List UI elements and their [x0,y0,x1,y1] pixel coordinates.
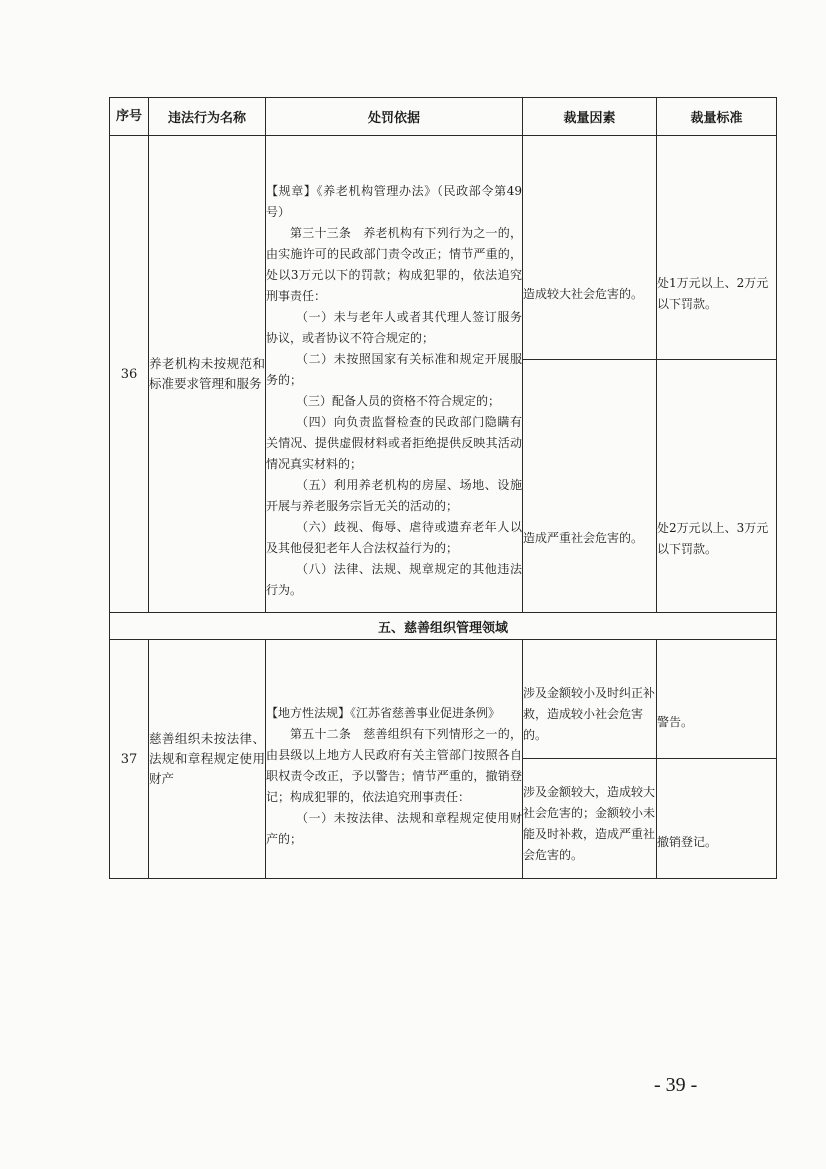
row-36-seq: 36 [110,136,149,613]
header-violation-name: 违法行为名称 [149,98,266,136]
standard-text: 警告。 [657,715,694,729]
header-discretion-standard: 裁量标准 [657,98,777,136]
row-37-standard-2 [657,759,777,879]
factor-text: 涉及金额较小及时纠正补救，造成较小社会危害的。 [523,686,656,742]
row-37-standard-1 [657,640,777,759]
basis-source: 【规章】《养老机构管理办法》（民政部令第49号） [266,184,522,219]
basis-clause: （二）未按照国家有关标准和规定开展服务的； [266,352,522,387]
standard-text: 处1万元以上、2万元以下罚款。 [657,276,769,311]
row-37-penalty-basis [266,640,523,879]
row-36-factor-1 [523,136,657,360]
basis-clause: （六）歧视、侮辱、虐待或遗弃老年人以及其他侵犯老年人合法权益行为的； [266,520,522,555]
basis-article: 第三十三条 养老机构有下列行为之一的，由实施许可的民政部门责令改正；情节严重的，处以3万元以下的罚款；构成犯罪的，依法追究刑事责任： [266,226,522,303]
row-37-violation-name: 慈善组织未按法律、法规和章程规定使用财产 [149,640,266,879]
basis-article: 第五十二条 慈善组织有下列情形之一的，由县级以上地方人民政府有关主管部门按照各自职权责令改正，予以警告；情节严重的，撤销登记；构成犯罪的，依法追究刑事责任： [266,726,522,804]
row-36-penalty-basis [266,136,523,613]
factor-text: 造成较大社会危害的。 [523,286,644,301]
header-seq: 序号 [110,98,149,136]
factor-text: 造成严重社会危害的。 [523,531,644,545]
standard-text: 撤销登记。 [657,834,718,849]
table-row [110,640,777,759]
standard-text: 处2万元以上、3万元以下罚款。 [657,520,769,556]
row-36-factor-2 [523,360,657,613]
basis-clause: （三）配备人员的资格不符合规定的； [296,394,501,408]
basis-clause: （五）利用养老机构的房屋、场地、设施开展与养老服务宗旨无关的活动的； [266,478,522,513]
section-header-row [110,613,777,640]
factor-text: 涉及金额较大，造成较大社会危害的；金额较小未能及时补救，造成严重社会危害的。 [523,784,656,862]
page-number: - 39 - [654,1074,698,1096]
table-row [110,136,777,360]
row-36-violation-name: 养老机构未按规范和标准要求管理和服务 [149,136,266,613]
row-36-standard-1 [657,136,777,360]
row-37-seq: 37 [110,640,149,879]
row-36-standard-2 [657,360,777,613]
header-penalty-basis: 处罚依据 [266,98,523,136]
header-discretion-factor: 裁量因素 [523,98,657,136]
row-37-factor-1 [523,640,657,759]
section-title: 五、慈善组织管理领域 [110,613,777,640]
table-header-row [110,98,777,136]
row-37-factor-2 [523,759,657,879]
basis-clause: （八）法律、法规、规章规定的其他违法行为。 [266,562,522,597]
basis-source: 【地方性法规】《江苏省慈善事业促进条例》 [266,705,501,720]
discretion-standard-table [109,97,777,879]
basis-clause: （四）向负责监督检查的民政部门隐瞒有关情况、提供虚假材料或者拒绝提供反映其活动情况真实材料的； [266,415,522,471]
basis-clause: （一）未与老年人或者其代理人签订服务协议，或者协议不符合规定的； [266,310,522,345]
basis-clause: （一）未按法律、法规和章程规定使用财产的； [266,810,522,846]
